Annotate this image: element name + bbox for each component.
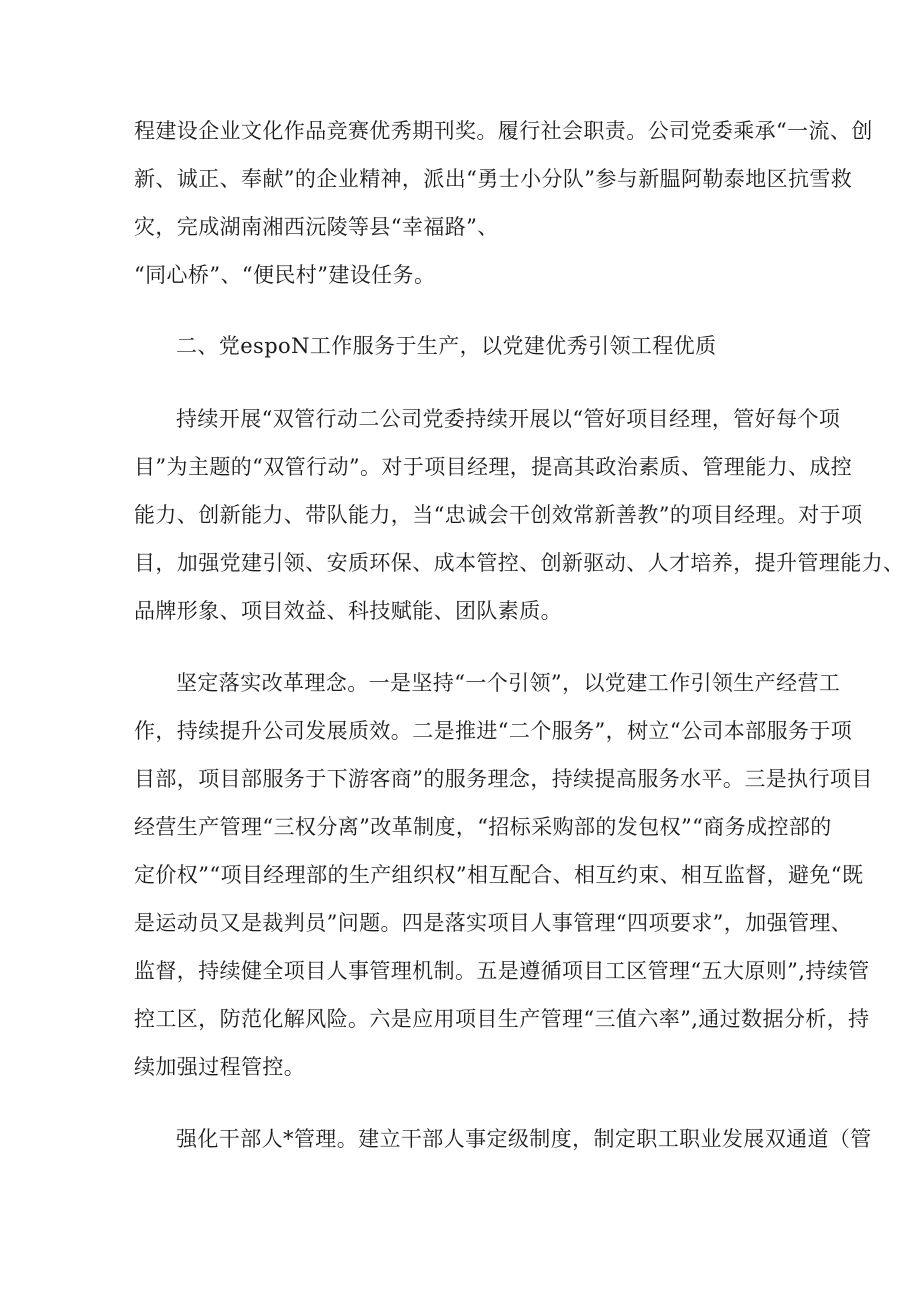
paragraph-4-line-1: 强化干部人*管理。建立干部人事定级制度，制定职工职业发展双通道（管 — [176, 1127, 872, 1151]
paragraph-3-line-9: 续加强过程管控。 — [134, 1055, 306, 1079]
paragraph-1-line-3: 灾，完成湖南湘西沅陵等县“幸福路”、 — [134, 215, 499, 239]
paragraph-3-line-1: 坚定落实改革理念。一是坚持“一个引领”，以党建工作引领生产经营工 — [176, 671, 841, 695]
paragraph-2-line-4: 目，加强党建引领、安质环保、成本管控、创新驱动、人才培养，提升管理能力、 — [134, 551, 905, 575]
paragraph-3-line-6: 是运动员又是裁判员”问题。四是落实项目人事管理“四项要求”，加强管理、 — [134, 911, 853, 935]
paragraph-1-line-2: 新、诚正、奉献”的企业精神，派出“勇士小分队”参与新腽阿勒泰地区抗雪救 — [134, 167, 853, 191]
paragraph-3-line-4: 经营生产管理“三权分离”改革制度，“招标采购部的发包权”“商务成控部的 — [134, 815, 832, 839]
section-heading: 二、党espoN工作服务于生产，以党建优秀引领工程优质 — [176, 334, 717, 358]
paragraph-1-line-4: “同心桥”、“便民村”建设任务。 — [134, 263, 436, 287]
paragraph-3-line-8: 控工区，防范化解风险。六是应用项目生产管理“三值六率”,通过数据分析，持 — [134, 1007, 870, 1031]
paragraph-1-line-1: 程建设企业文化作品竞赛优秀期刊奖。履行社会职责。公司党委乘承“一流、创 — [134, 119, 873, 143]
paragraph-3-line-3: 目部，项目部服务于下游客商”的服务理念，持续提高服务水平。三是执行项目 — [134, 767, 873, 791]
paragraph-2-line-1: 持续开展“双管行动二公司党委持续开展以“管好项目经理，管好每个项 — [176, 407, 841, 431]
paragraph-2-line-2: 目”为主题的“双管行动”。对于项目经理，提高其政治素质、管理能力、成控 — [134, 455, 853, 479]
paragraph-3-line-5: 定价权”“项目经理部的生产组织权”相互配合、相互约束、相互监督，避免“既 — [134, 863, 864, 887]
paragraph-2-line-3: 能力、创新能力、带队能力，当“忠诚会干创效常新善教”的项目经理。对于项 — [134, 503, 863, 527]
paragraph-2-line-5: 品牌形象、项目效益、科技赋能、团队素质。 — [134, 599, 562, 623]
paragraph-3-line-7: 监督，持续健全项目人事管理机制。五是遵循项目工区管理“五大原则”,持续管 — [134, 959, 870, 983]
paragraph-3-line-2: 作，持续提升公司发展质效。二是推进“二个服务”，树立“公司本部服务于项 — [134, 719, 853, 743]
